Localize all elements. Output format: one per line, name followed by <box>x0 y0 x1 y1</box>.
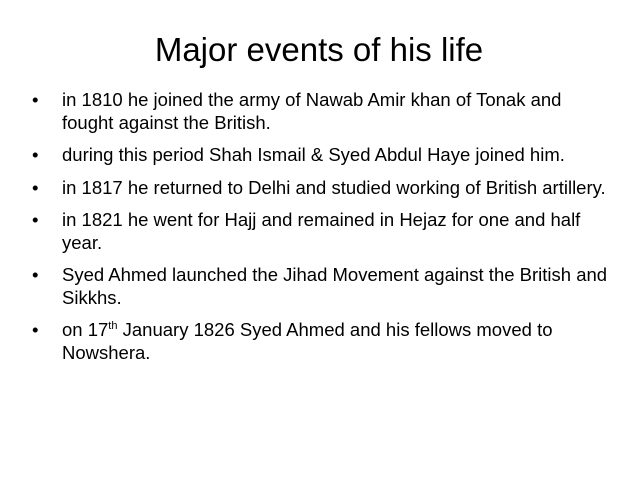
bullet-icon: • <box>32 319 39 340</box>
bullet-text: in 1821 he went for Hajj and remained in Hejaz for one and half year. <box>62 209 581 253</box>
bullet-item <box>32 144 612 167</box>
bullet-text: in 1810 he joined the army of Nawab Amir khan of Tonak and fought against the British. <box>62 89 562 133</box>
slide-title: Major events of his life <box>154 31 484 68</box>
bullet-item <box>32 89 612 134</box>
bullet-list <box>32 89 612 374</box>
bullet-icon: • <box>32 144 39 165</box>
bullet-item <box>32 264 612 309</box>
ordinal-superscript: th <box>108 319 118 332</box>
bullet-text: Syed Ahmed launched the Jihad Movement against the British and Sikkhs. <box>62 264 608 308</box>
bullet-text: during this period Shah Ismail & Syed Abdul Haye joined him. <box>62 144 565 165</box>
bullet-icon: • <box>32 264 39 285</box>
bullet-text: in 1817 he returned to Delhi and studied working of British artillery. <box>62 176 606 198</box>
bullet-item <box>32 209 612 254</box>
bullet-icon: • <box>32 89 39 110</box>
bullet-text-lead: on 17 <box>62 319 109 340</box>
bullet-text-rest: January 1826 Syed Ahmed and his fellows moved to Nowshera. <box>62 319 553 363</box>
bullet-icon: • <box>32 176 39 198</box>
bullet-icon: • <box>32 209 39 230</box>
bullet-item <box>32 319 612 364</box>
bullet-item <box>32 177 612 200</box>
